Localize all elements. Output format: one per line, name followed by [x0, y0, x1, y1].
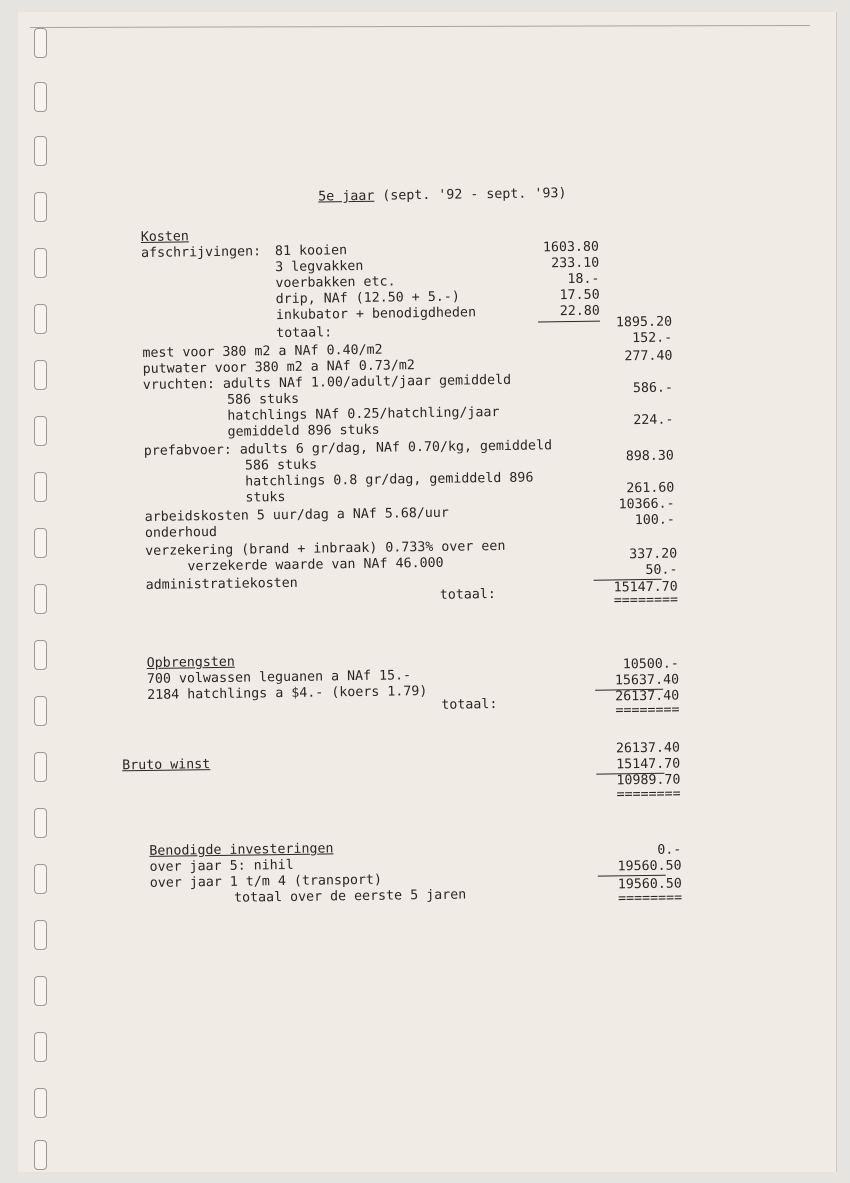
kosten-heading: Kosten	[140, 229, 189, 245]
afschrijvingen-total-label: totaal:	[276, 325, 333, 342]
kosten-line-desc2: 586 stuks	[244, 457, 318, 474]
bruto-heading: Bruto winst	[122, 757, 211, 774]
kosten-line-desc: putwater voor 380 m2 a NAf 0.73/m2	[142, 358, 415, 377]
binder-hole	[34, 82, 47, 112]
opbrengsten-double-underline: ========	[615, 702, 680, 719]
bruto-double-underline: ========	[616, 786, 681, 803]
kosten-line-desc: verzekering (brand + inbraak) 0.733% over een	[145, 538, 506, 559]
investeringen-total-label: totaal over de eerste 5 jaren	[233, 887, 467, 906]
binder-hole	[34, 752, 47, 782]
binder-hole	[34, 528, 47, 558]
title-label: 5e jaar	[318, 188, 375, 205]
binder-hole	[34, 696, 47, 726]
kosten-line-desc2: 586 stuks	[226, 391, 300, 408]
opbrengsten-total: 26137.40	[615, 688, 680, 705]
investeringen-amount: 19560.50	[617, 858, 682, 875]
kosten-line-amount: 224.-	[633, 412, 674, 429]
binder-hole	[34, 808, 47, 838]
opbrengsten-amount: 15637.40	[614, 672, 680, 689]
binder-hole	[34, 472, 47, 502]
kosten-line-desc: administratiekosten	[145, 575, 298, 593]
binder-hole	[34, 416, 47, 446]
kosten-line-amount: 10366.-	[618, 496, 675, 513]
kosten-line-amount: 100.-	[634, 512, 675, 529]
opbrengsten-desc: 2184 hatchlings a $4.- (koers 1.79)	[147, 684, 428, 703]
afschrijvingen-label: afschrijvingen:	[140, 244, 262, 261]
kosten-double-underline: ========	[613, 592, 679, 609]
kosten-line-amount: 277.40	[624, 348, 673, 365]
opbrengsten-desc: 700 volwassen leguanen a NAf 15.-	[146, 668, 412, 687]
investeringen-desc: over jaar 5: nihil	[149, 857, 294, 875]
binder-hole	[34, 136, 47, 166]
kosten-line-desc: onderhoud	[144, 524, 218, 541]
afschrijving-desc: 3 legvakken	[275, 258, 364, 276]
binder-hole	[34, 1140, 47, 1170]
afschrijving-amount: 17.50	[559, 287, 600, 304]
kosten-total: 15147.70	[613, 579, 678, 596]
afschrijving-amount: 18.-	[567, 271, 600, 288]
afschrijving-desc: inkubator + benodigdheden	[275, 305, 477, 324]
binder-hole	[34, 192, 47, 222]
kosten-line-desc: prefabvoer: adults 6 gr/dag, NAf 0.70/kg, gemiddeld	[143, 438, 553, 459]
opbrengsten-heading: Opbrengsten	[146, 654, 235, 671]
page-title	[318, 186, 566, 205]
investeringen-desc: over jaar 1 t/m 4 (transport)	[149, 872, 383, 891]
binder-hole	[34, 304, 47, 334]
investeringen-amount: 0.-	[657, 842, 682, 858]
binder-hole	[34, 28, 47, 58]
binder-hole	[34, 640, 47, 670]
kosten-line-desc: vruchten: adults NAf 1.00/adult/jaar gemiddeld	[142, 372, 512, 393]
kosten-total-label: totaal:	[439, 587, 496, 603]
kosten-line-desc: hatchlings 0.8 gr/dag, gemiddeld 896	[245, 470, 534, 490]
kosten-line-desc: mest voor 380 m2 a NAf 0.40/m2	[142, 342, 383, 361]
kosten-line-desc: hatchlings NAf 0.25/hatchling/jaar	[227, 405, 500, 424]
title-period: (sept. '92 - sept. '93)	[374, 186, 567, 204]
kosten-line-desc: arbeidskosten 5 uur/dag a NAf 5.68/uur	[144, 505, 450, 525]
investeringen-heading: Benodigde investeringen	[149, 841, 334, 859]
afschrijving-desc: 81 kooien	[274, 243, 348, 260]
kosten-line-desc2: stuks	[245, 490, 286, 506]
afschrijving-desc: drip, NAf (12.50 + 5.-)	[275, 289, 460, 308]
afschrijvingen-total: 1895.20	[615, 314, 673, 331]
bruto-result: 10989.70	[616, 772, 681, 789]
kosten-line-amount: 586.-	[632, 380, 674, 397]
bruto-costs: 15147.70	[616, 756, 681, 773]
investeringen-double-underline: ========	[617, 890, 683, 907]
kosten-line-amount: 898.30	[625, 448, 675, 465]
afschrijving-amount: 233.10	[551, 255, 600, 272]
binder-hole	[34, 864, 47, 894]
binder-hole	[34, 248, 47, 278]
binder-hole	[34, 1088, 47, 1118]
opbrengsten-total-label: totaal:	[441, 697, 498, 713]
kosten-line-amount: 261.60	[626, 480, 675, 497]
binder-hole	[34, 584, 47, 614]
binder-hole	[34, 976, 47, 1006]
opbrengsten-amount: 10500.-	[622, 656, 679, 673]
bruto-revenue: 26137.40	[615, 740, 681, 757]
afschrijving-amount: 22.80	[559, 303, 600, 320]
binder-hole	[34, 920, 47, 950]
kosten-line-amount: 152.-	[632, 330, 673, 347]
afschrijving-desc: voerbakken etc.	[275, 274, 396, 292]
investeringen-total: 19560.50	[617, 876, 682, 893]
kosten-line-amount: 50.-	[645, 562, 678, 578]
kosten-line-amount: 337.20	[629, 546, 678, 563]
afschrijving-amount: 1603.80	[542, 239, 600, 256]
binder-hole	[34, 360, 47, 390]
typed-content	[122, 172, 711, 940]
binder-hole	[34, 1032, 47, 1062]
kosten-line-desc2: gemiddeld 896 stuks	[227, 422, 380, 440]
kosten-line-desc2: verzekerde waarde van NAf 46.000	[187, 555, 444, 575]
